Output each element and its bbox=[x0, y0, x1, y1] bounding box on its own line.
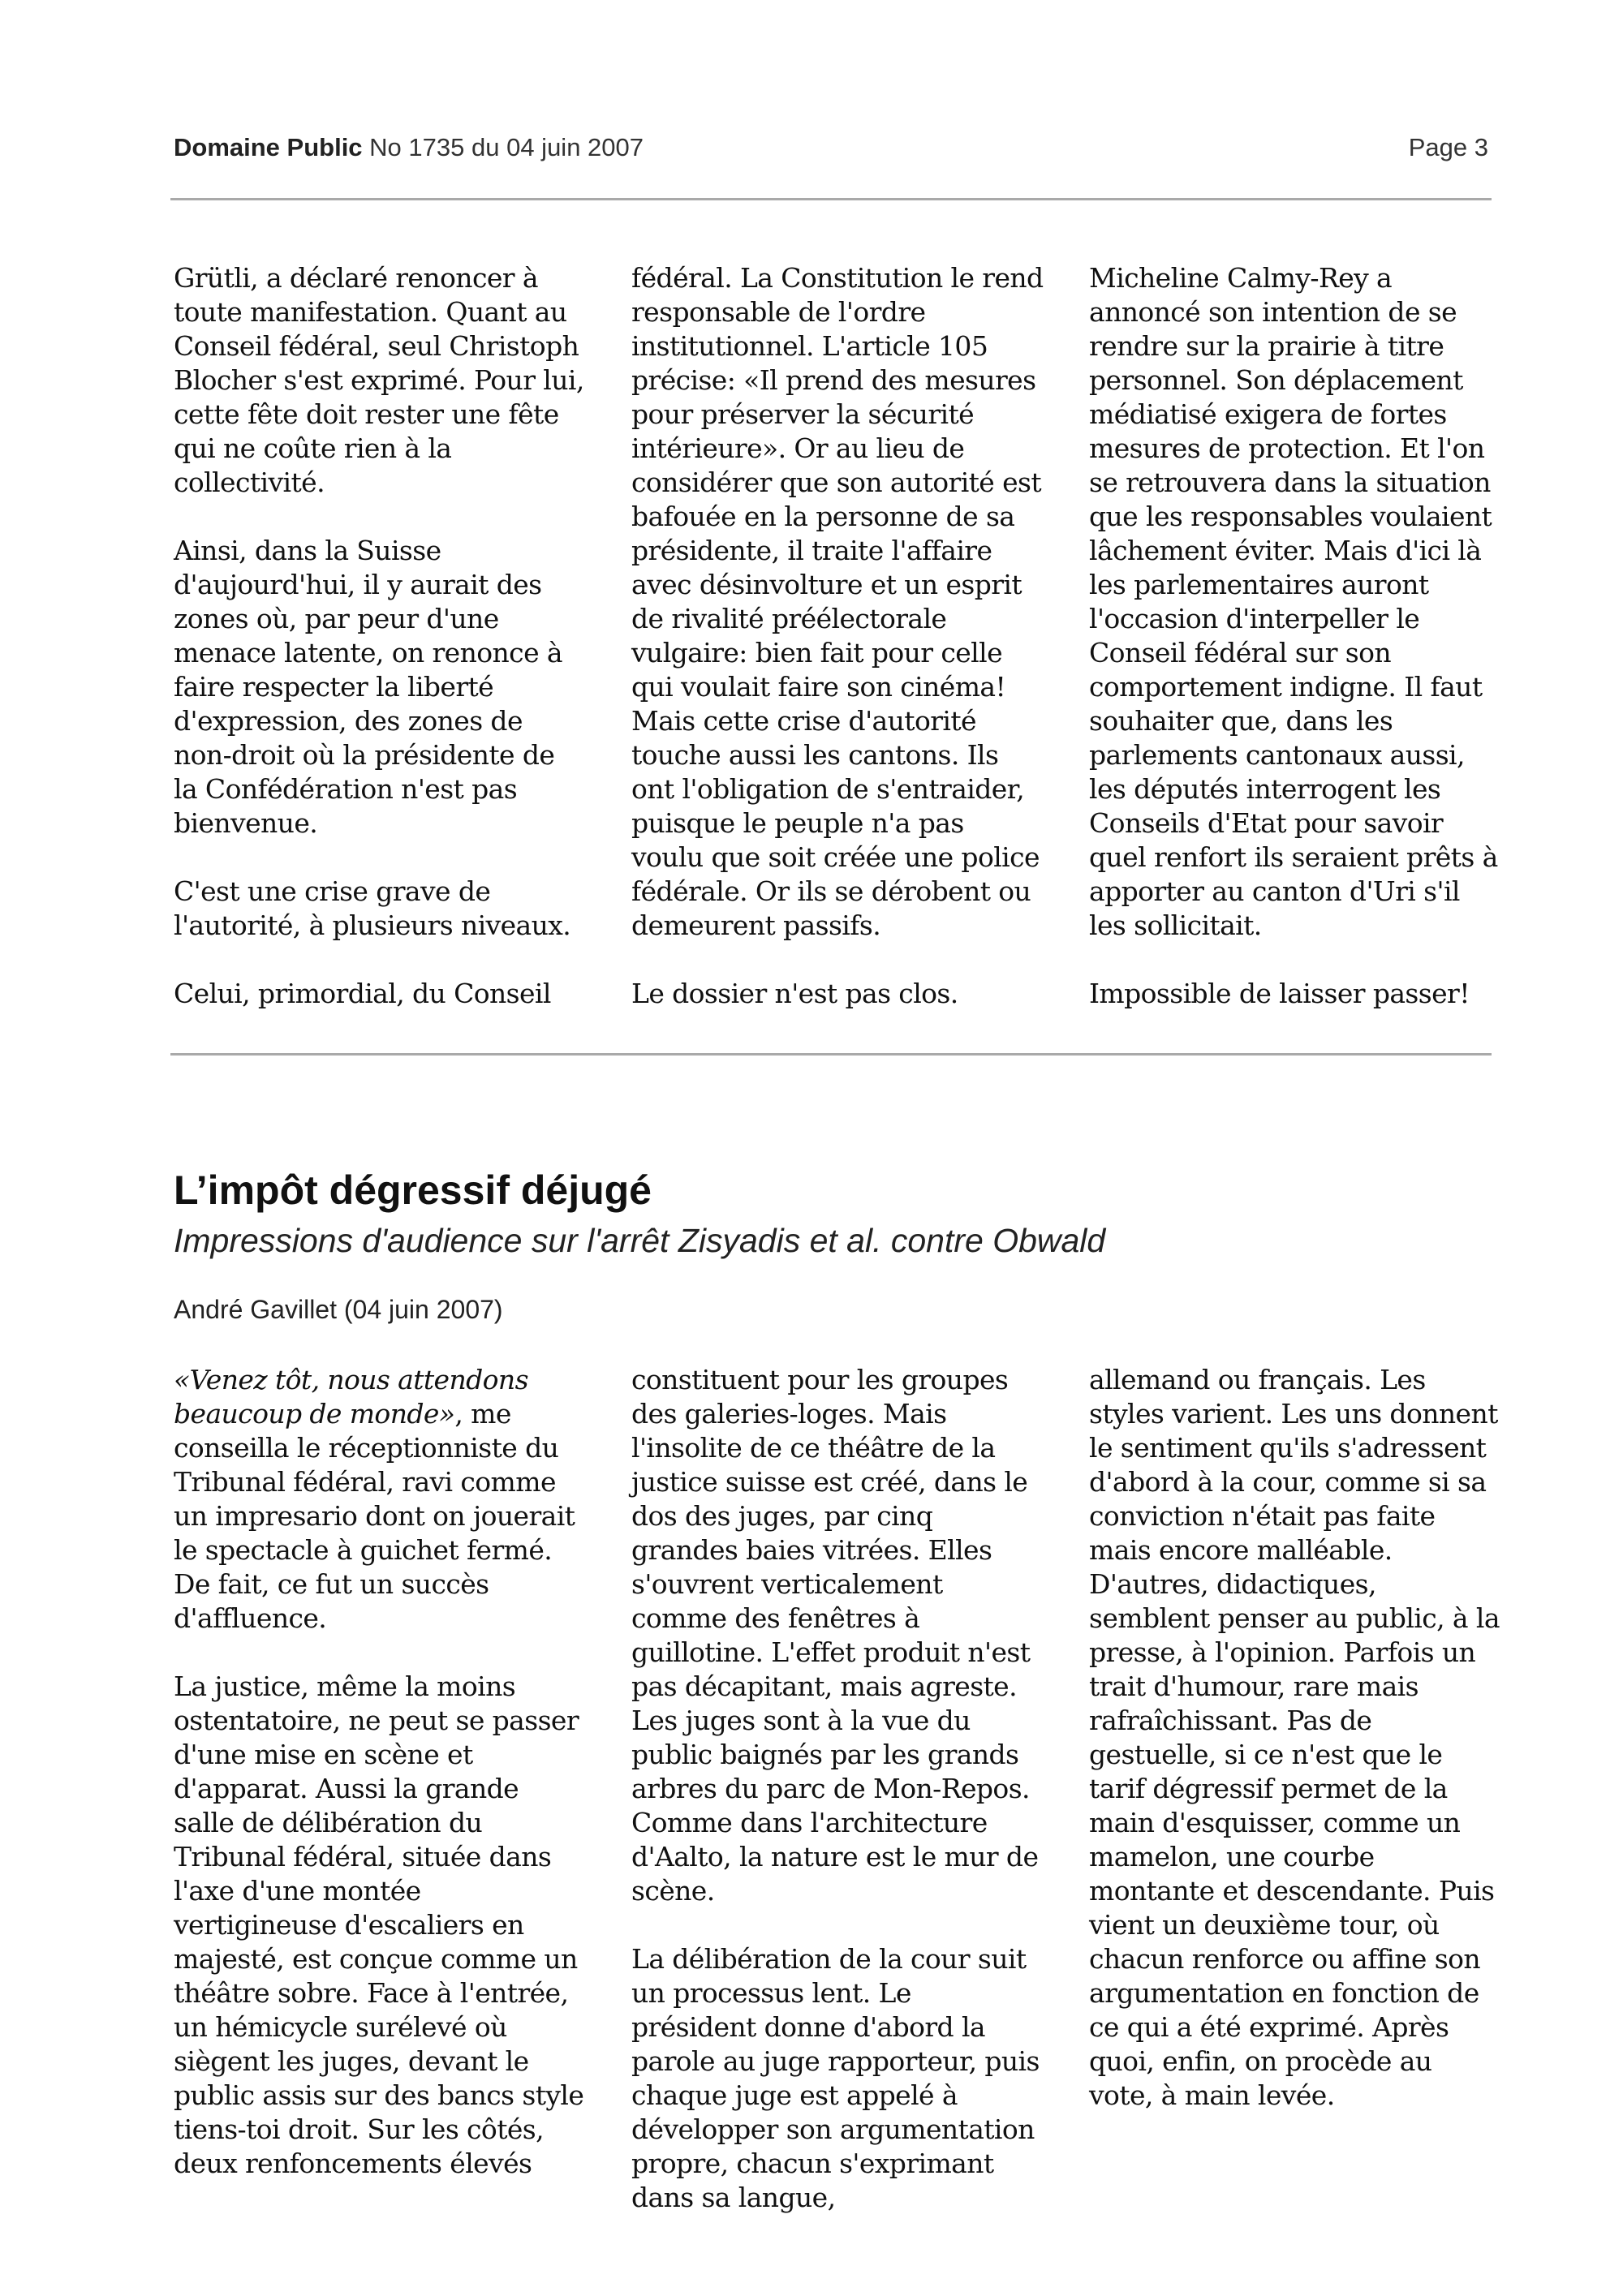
paragraph: Micheline Calmy-Rey a annoncé son intention de se rendre sur la prairie à titre personnel. Son déplacement médiatisé exigera de fortes mesures de protection. Et l'on se retrouvera dans la situation que les responsables voulaient lâchement éviter. Mais d'ici là les parlementaires auront l'occasion d'interpeller le Conseil fédéral sur son comportement indigne. Il faut souhaiter que, dans les parlements cantonaux aussi, les députés interrogent les Conseils d'Etat pour savoir quel renfort ils seraient prêts à apporter au canton d'Uri s'il les sollicitait. bbox=[1089, 262, 1498, 941]
paragraph: allemand ou français. Les styles varient. Les uns donnent le sentiment qu'ils s'adressent d'abord à la cour, comme si sa conviction n'était pas faite mais encore malléable. D'autres, didactiques, semblent penser au public, à la presse, à l'opinion. Parfois un trait d'humour, rare mais rafraîchissant. Pas de gestuelle, si ce n'est que le tarif dégressif permet de la main d'esquisser, comme un mamelon, une courbe montante et descendante. Puis vient un deuxième tour, où chacun renforce ou affine son argumentation en fonction de ce qui a été exprimé. Après quoi, enfin, on procède au vote, à main levée. bbox=[1089, 1364, 1500, 2111]
continued-article bbox=[174, 261, 1505, 1011]
paragraph: La délibération de la cour suit un processus lent. Le président donne d'abord la parole au juge rapporteur, puis chaque juge est appelé à développer son argumentation propre, chacun s'exprimant dans sa langue, bbox=[631, 1943, 1040, 2213]
column-1 bbox=[174, 261, 586, 1011]
paragraph: fédéral. La Constitution le rend responsable de l'ordre institutionnel. L'article 105 précise: «Il prend des mesures pour préserver la sécurité intérieure». Or au lieu de considérer que son autorité est bafouée en la personne de sa présidente, il traite l'affaire avec désinvolture et un esprit de rivalité préélectorale vulgaire: bien fait pour celle qui voulait faire son cinéma! Mais cette crise d'autorité touche aussi les cantons. Ils ont l'obligation de s'entraider, puisque le peuple n'a pas voulu que soit créée une police fédérale. Or ils se dérobent ou demeurent passifs. bbox=[631, 262, 1044, 941]
column-2 bbox=[631, 1363, 1044, 2215]
column-2 bbox=[631, 261, 1044, 1011]
paragraph: constituent pour les groupes des galeries-loges. Mais l'insolite de ce théâtre de la justice suisse est créé, dans le dos des juges, par cinq grandes baies vitrées. Elles s'ouvrent verticalement comme des fenêtres à guillotine. L'effet produit n'est pas décapitant, mais agreste. Les juges sont à la vue du public baignés par les grands arbres du parc de Mon-Repos. Comme dans l'architecture d'Aalto, la nature est le mur de scène. bbox=[631, 1364, 1039, 1907]
column-1 bbox=[174, 1363, 586, 2215]
paragraph: Ainsi, dans la Suisse d'aujourd'hui, il y aurait des zones où, par peur d'une menace latente, on renonce à faire respecter la liberté d'expression, des zones de non-droit où la présidente de la Confédération n'est pas bienvenue. bbox=[174, 535, 562, 839]
column-3 bbox=[1089, 1363, 1501, 2215]
page-number: Page 3 bbox=[1408, 133, 1488, 161]
article-subtitle: Impressions d'audience sur l'arrêt Zisyadis et al. contre Obwald bbox=[174, 1222, 1106, 1259]
publication-name: Domaine Public bbox=[174, 133, 363, 161]
paragraph: La justice, même la moins ostentatoire, ne peut se passer d'une mise en scène et d'apparat. Aussi la grande salle de délibération du Tribunal fédéral, située dans l'axe d'une montée vertigineuse d'escaliers en majesté, est conçue comme un théâtre sobre. Face à l'entrée, un hémicycle surélevé où siègent les juges, devant le public assis sur des bancs style tiens-toi droit. Sur les côtés, deux renfoncements élevés bbox=[174, 1670, 584, 2179]
paragraph: Celui, primordial, du Conseil bbox=[174, 978, 551, 1009]
quote: «Venez tôt, nous attendons beaucoup de monde» bbox=[174, 1364, 528, 1430]
paragraph bbox=[174, 1363, 586, 1636]
section-divider bbox=[170, 1053, 1492, 1056]
paragraph: Grütli, a déclaré renoncer à toute manifestation. Quant au Conseil fédéral, seul Christoph Blocher s'est exprimé. Pour lui, cette fête doit rester une fête qui ne coûte rien à la collectivité. bbox=[174, 262, 584, 498]
article-byline: André Gavillet (04 juin 2007) bbox=[174, 1295, 503, 1324]
page-header bbox=[174, 133, 1488, 162]
article-body bbox=[174, 1363, 1505, 2215]
article-title: L’impôt dégressif déjugé bbox=[174, 1167, 652, 1213]
paragraph: Le dossier n'est pas clos. bbox=[631, 978, 958, 1009]
column-3 bbox=[1089, 261, 1501, 1011]
paragraph: C'est une crise grave de l'autorité, à plusieurs niveaux. bbox=[174, 875, 571, 941]
issue-info: No 1735 du 04 juin 2007 bbox=[369, 133, 644, 161]
paragraph-text: , me conseilla le réceptionniste du Tribunal fédéral, ravi comme un impresario dont on jouerait le spectacle à guichet fermé. De fait, ce fut un succès d'affluence. bbox=[174, 1398, 575, 1634]
paragraph: Impossible de laisser passer! bbox=[1089, 978, 1470, 1009]
header-divider bbox=[170, 198, 1492, 200]
